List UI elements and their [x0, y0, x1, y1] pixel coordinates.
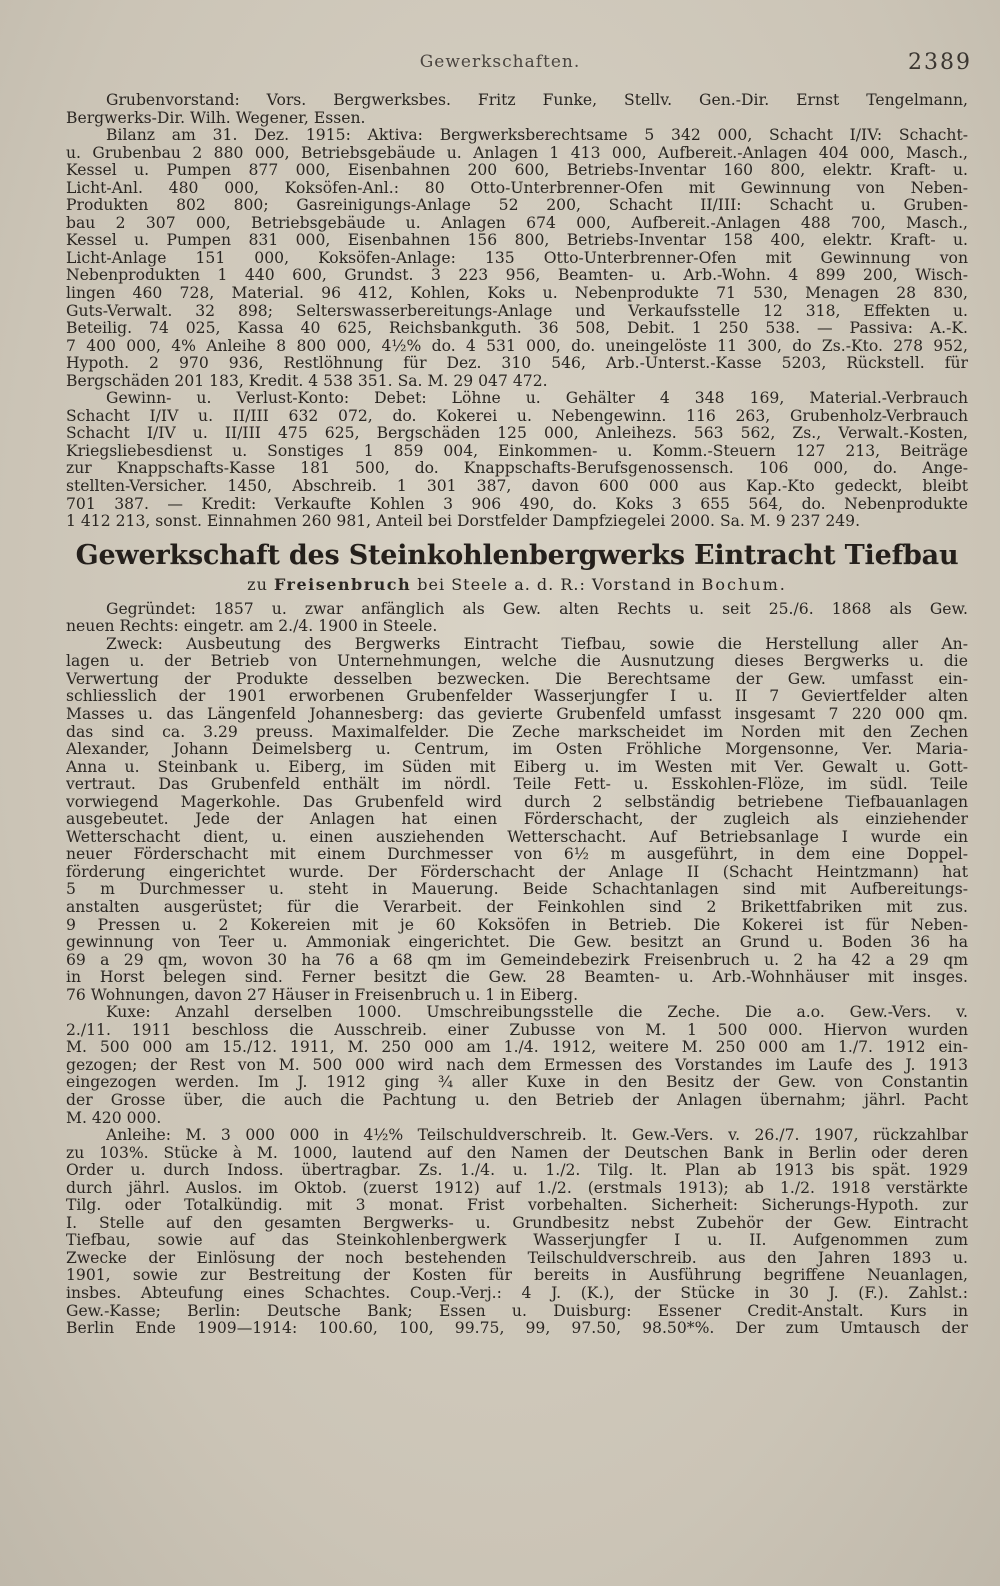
text-line: Kriegsliebesdienst u. Sonstiges 1 859 004, Einkommen- u. Komm.-Steuern 127 213, Beiträge [66, 442, 968, 460]
text-line: Anleihe: M. 3 000 000 in 4½% Teilschuldverschreib. lt. Gew.-Vers. v. 26./7. 1907, rückzahlbar [106, 1127, 968, 1145]
text-line: 5 m Durchmesser u. steht in Mauerung. Beide Schachtanlagen sind mit Aufbereitungs- [66, 881, 968, 899]
text-line: Bilanz am 31. Dez. 1915: Aktiva: Bergwerksberechtsame 5 342 000, Schacht I/IV: Schacht- [106, 127, 968, 145]
text-line: vorwiegend Magerkohle. Das Grubenfeld wird durch 2 selbständig betriebene Tiefbauanlagen [66, 793, 968, 811]
text-line: Verwertung der Produkte desselben bezwecken. Die Berechtsame der Gew. umfasst ein- [66, 670, 968, 688]
text-line: 1 412 213, sonst. Einnahmen 260 981, Anteil bei Dorstfelder Dampfziegelei 2000. Sa. M. 9 237 249. [66, 513, 861, 531]
text-line: Kessel u. Pumpen 877 000, Eisenbahnen 200 600, Betriebs-Inventar 160 800, elektr. Kraft- u. [66, 162, 968, 180]
subtitle-place: Freisenbruch [273, 574, 412, 594]
section-title: Gewerkschaft des Steinkohlenbergwerks Eintracht Tiefbau [75, 539, 959, 571]
text-line: Guts-Verwalt. 32 898; Selterswasserbereitungs-Anlage und Verkaufsstelle 12 318, Effekten u. [66, 302, 968, 320]
text-line: Kuxe: Anzahl derselben 1000. Umschreibungsstelle die Zeche. Die a.o. Gew.-Vers. v. [106, 1004, 968, 1022]
text-line: Nebenprodukten 1 440 600, Grundst. 3 223 956, Beamten- u. Arb.-Wohn. 4 899 200, Wisch- [66, 267, 968, 285]
text-line: Licht-Anl. 480 000, Koksöfen-Anl.: 80 Otto-Unterbrenner-Öfen mit Gewinnung von Neben- [66, 179, 968, 197]
text-line: 76 Wohnungen, davon 27 Häuser in Freisenbruch u. 1 in Eiberg. [66, 986, 579, 1004]
text-line: Gegründet: 1857 u. zwar anfänglich als Gew. alten Rechts u. seit 25./6. 1868 als Gew. [106, 600, 968, 618]
text-line: Bergschäden 201 183, Kredit. 4 538 351. Sa. M. 29 047 472. [66, 372, 548, 390]
text-line: u. Grubenbau 2 880 000, Betriebsgebäude u. Anlagen 1 413 000, Aufbereit.-Anlagen 404 000, Masch., [66, 144, 968, 162]
page-header [0, 48, 1000, 88]
text-line: Tilg. oder Totalkündig. mit 3 monat. Frist vorbehalten. Sicherheit: Sicherungs-Hypoth. zur [66, 1197, 968, 1215]
running-title: Gewerkschaften. [419, 52, 581, 72]
text-line: Gew.-Kasse; Berlin: Deutsche Bank; Essen u. Duisburg: Essener Credit-Anstalt. Kurs in [66, 1302, 968, 1320]
text-line: vertraut. Das Grubenfeld enthält im nördl. Teile Fett- u. Esskohlen-Flöze, im südl. Teile [66, 776, 968, 794]
text-line: Licht-Anlage 151 000, Koksöfen-Anlage: 135 Otto-Unterbrenner-Öfen mit Gewinnung von [66, 249, 968, 267]
text-line: I. Stelle auf den gesamten Bergwerks- u. Grundbesitz nebst Zubehör der Gew. Eintracht [66, 1214, 968, 1232]
text-line: neuen Rechts: eingetr. am 2./4. 1900 in Steele. [66, 618, 438, 636]
text-line: Schacht I/IV u. II/III 475 625, Bergschäden 125 000, Anleihezs. 563 562, Zs., Verwalt.-Kosten, [66, 425, 968, 443]
text-line: anstalten ausgerüstet; für die Verarbeit. der Feinkohlen sind 2 Brikettfabriken mit zus. [66, 898, 968, 916]
text-line: durch jährl. Auslos. im Oktob. (zuerst 1912) auf 1./2. (erstmals 1913); ab 1./2. 1918 verstärkte [66, 1179, 968, 1197]
text-line: in Horst belegen sind. Ferner besitzt die Gew. 28 Beamten- u. Arb.-Wohnhäuser mit insges. [66, 969, 968, 987]
text-line: Anna u. Steinbank u. Eiberg, im Süden mit Eiberg u. im Westen mit Ver. Gewalt u. Gott- [66, 758, 968, 776]
text-line: 9 Pressen u. 2 Kokereien mit je 60 Koksöfen in Betrieb. Die Kokerei ist für Neben- [66, 916, 968, 934]
text-line: Hypoth. 2 970 936, Restlöhnung für Dez. 310 546, Arb.-Unterst.-Kasse 5203, Rückstell. für [66, 355, 968, 373]
text-line: Beteilig. 74 025, Kassa 40 625, Reichsbankguth. 36 508, Debit. 1 250 538. — Passiva: A.-K. [66, 320, 968, 338]
text-line: ausgebeutet. Jede der Anlagen hat einen Förderschacht, der zugleich als einziehender [66, 811, 968, 829]
text-line: bau 2 307 000, Betriebsgebäude u. Anlagen 674 000, Aufbereit.-Anlagen 488 700, Masch., [66, 214, 968, 232]
balance-block [66, 92, 968, 531]
text-line: eingezogen werden. Im J. 1912 ging ¾ aller Kuxe in den Besitz der Gew. von Constantin [66, 1074, 968, 1092]
text-line: lingen 460 728, Material. 96 412, Kohlen, Koks u. Nebenprodukte 71 530, Menagen 28 830, [66, 285, 968, 303]
text-line: Tiefbau, sowie auf das Steinkohlenbergwerk Wasserjungfer I u. II. Aufgenommen zum [66, 1232, 968, 1250]
text-line: 7 400 000, 4% Anleihe 8 800 000, 4½% do. 4 531 000, do. uneingelöste 11 300, do Zs.-Kto. 278 952, [66, 337, 968, 355]
text-line: 2./11. 1911 beschloss die Ausschreib. einer Zubusse von M. 1 500 000. Hiervon wurden [66, 1021, 968, 1039]
text-line: Zweck: Ausbeutung des Bergwerks Eintracht Tiefbau, sowie die Herstellung aller An- [106, 635, 968, 653]
text-line: Gewinn- u. Verlust-Konto: Debet: Löhne u. Gehälter 4 348 169, Material.-Verbrauch [106, 390, 968, 408]
text-line: Order u. durch Indoss. übertragbar. Zs. 1./4. u. 1./2. Tilg. lt. Plan ab 1913 bis spät. 1929 [66, 1162, 968, 1180]
text-line: gewinnung von Teer u. Ammoniak eingerichtet. Die Gew. besitzt an Grund u. Boden 36 ha [66, 934, 968, 952]
company-description-block [66, 601, 968, 1338]
text-line: Masses u. das Längenfeld Johannesberg: das gevierte Grubenfeld umfasst insgesamt 7 220 000 qm. [66, 705, 968, 723]
text-line: stellten-Versicher. 1450, Abschreib. 1 301 387, davon 600 000 aus Kap.-Kto gedeckt, bleibt [66, 478, 968, 496]
text-line: zur Knappschafts-Kasse 181 500, do. Knappschafts-Berufsgenossensch. 106 000, do. Ange- [66, 460, 968, 478]
text-line: Kessel u. Pumpen 831 000, Eisenbahnen 156 800, Betriebs-Inventar 158 400, elektr. Kraft- u. [66, 232, 968, 250]
text-line: 1901, sowie zur Bestreitung der Kosten für bereits in Ausführung begriffene Neuanlagen, [66, 1267, 968, 1285]
text-line: M. 500 000 am 15./12. 1911, M. 250 000 am 1./4. 1912, weitere M. 250 000 am 1./7. 1912 ein- [66, 1039, 968, 1057]
subtitle-city: Bochum. [701, 574, 787, 594]
page-number: 2389 [908, 50, 972, 75]
text-line: insbes. Abteufung eines Schachtes. Coup.-Verj.: 4 J. (K.), der Stücke in 30 J. (F.). Zahlst.: [66, 1285, 968, 1302]
text-line: Schacht I/IV u. II/III 632 072, do. Kokerei u. Nebengewinn. 116 263, Grubenholz-Verbrauch [66, 407, 968, 425]
page-body [66, 92, 968, 1338]
text-line: Produkten 802 800; Gasreinigungs-Anlage 52 200, Schacht II/III: Schacht u. Gruben- [66, 197, 968, 215]
text-line: gezogen; der Rest von M. 500 000 wird nach dem Ermessen des Vorstandes im Laufe des J. 1913 [66, 1056, 968, 1074]
subtitle-pre: zu [247, 574, 268, 594]
text-line: neuer Förderschacht mit einem Durchmesser von 6½ m ausgeführt, in dem eine Doppel- [66, 846, 968, 864]
text-line: förderung eingerichtet wurde. Der Förderschacht der Anlage II (Schacht Heintzmann) hat [66, 863, 968, 881]
text-line: Wetterschacht dient, u. einen ausziehenden Wetterschacht. Auf Betriebsanlage I wurde ein [66, 828, 968, 846]
text-line: Alexander, Johann Deimelsberg u. Centrum, im Osten Fröhliche Morgensonne, Ver. Maria- [66, 741, 968, 759]
section-subtitle [66, 575, 968, 595]
text-line: der Grosse über, die auch die Pachtung u. den Betrieb der Anlagen übernahm; jährl. Pacht [66, 1091, 968, 1109]
text-line: das sind ca. 3.29 preuss. Maximalfelder. Die Zeche markscheidet im Norden mit den Zechen [66, 723, 968, 741]
text-line: Bergwerks-Dir. Wilh. Wegener, Essen. [66, 109, 366, 127]
text-line: 701 387. — Kredit: Verkaufte Kohlen 3 906 490, do. Koks 3 655 564, do. Nebenprodukte [66, 495, 968, 513]
text-line: zu 103%. Stücke à M. 1000, lautend auf den Namen der Deutschen Bank in Berlin oder deren [66, 1144, 968, 1162]
text-line: Grubenvorstand: Vors. Bergwerksbes. Fritz Funke, Stellv. Gen.-Dir. Ernst Tengelmann, [106, 92, 968, 109]
text-line: schliesslich der 1901 erworbenen Grubenfelder Wasserjungfer I u. II 7 Geviertfelder alten [66, 688, 968, 706]
subtitle-post: bei Steele a. d. R.: Vorstand in [417, 574, 696, 594]
text-line: 69 a 29 qm, wovon 30 ha 76 a 68 qm im Gemeindebezirk Freisenbruch u. 2 ha 42 a 29 qm [66, 951, 968, 969]
text-line: Berlin Ende 1909—1914: 100.60, 100, 99.75, 99, 97.50, 98.50*%. Der zum Umtausch der [66, 1320, 968, 1338]
text-line: Zwecke der Einlösung der noch bestehenden Teilschuldverschreib. aus den Jahren 1893 u. [66, 1249, 968, 1267]
text-line: lagen u. der Betrieb von Unternehmungen, welche die Ausnutzung dieses Bergwerks u. die [66, 653, 968, 671]
text-line: M. 420 000. [66, 1109, 162, 1127]
